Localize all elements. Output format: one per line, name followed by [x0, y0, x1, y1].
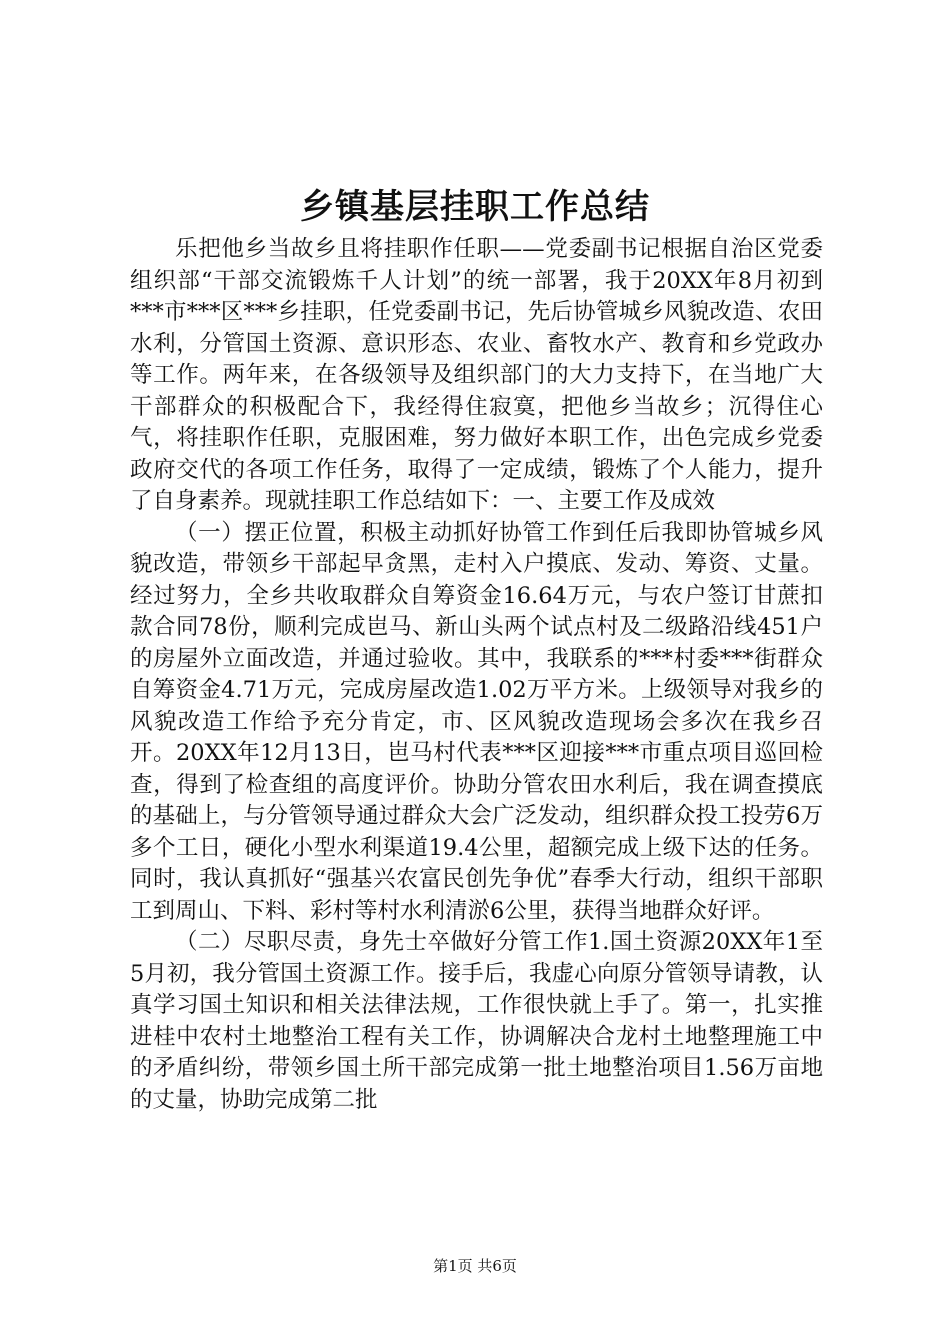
- document-body: [130, 234, 823, 1116]
- paragraph-intro: 乐把他乡当故乡且将挂职作任职——党委副书记根据自治区党委组织部“干部交流锻炼千人计划”的统一部署，我于20XX年8月初到***市***区***乡挂职，任党委副书记，先后协管城乡风貌改造、农田水利，分管国土资源、意识形态、农业、畜牧水产、教育和乡党政办等工作。两年来，在各级领导及组织部门的大力支持下，在当地广大干部群众的积极配合下，我经得住寂寞，把他乡当故乡；沉得住心气，将挂职作任职，克服困难，努力做好本职工作，出色完成乡党委政府交代的各项工作任务，取得了一定成绩，锻炼了个人能力，提升了自身素养。现就挂职工作总结如下：一、主要工作及成效: [130, 236, 823, 514]
- paragraph-section-one: （一）摆正位置，积极主动抓好协管工作到任后我即协管城乡风貌改造，带领乡干部起早贪黑，走村入户摸底、发动、筹资、丈量。经过努力，全乡共收取群众自筹资金16.64万元，与农户签订甘蔗扣款合同78份，顺利完成岜马、新山头两个试点村及二级路沿线451户的房屋外立面改造，并通过验收。其中，我联系的***村委***街群众自筹资金4.71万元，完成房屋改造1.02万平方米。上级领导对我乡的风貌改造工作给予充分肯定，市、区风貌改造现场会多次在我乡召开。20XX年12月13日，岜马村代表***区迎接***市重点项目巡回检查，得到了检查组的高度评价。协助分管农田水利后，我在调查摸底的基础上，与分管领导通过群众大会广泛发动，组织群众投工投劳6万多个工日，硬化小型水利渠道19.4公里，超额完成上级下达的任务。同时，我认真抓好“强基兴农富民创先争优”春季大行动，组织干部职工到周山、下料、彩村等村水利清淤6公里，获得当地群众好评。: [130, 519, 823, 924]
- paragraph-section-two: （二）尽职尽责，身先士卒做好分管工作1.国土资源20XX年1至5月初，我分管国土资源工作。接手后，我虚心向原分管领导请教，认真学习国土知识和相关法律法规，工作很快就上手了。第一，扎实推进桂中农村土地整治工程有关工作，协调解决合龙村土地整理施工中的矛盾纠纷，带领乡国土所干部完成第一批土地整治项目1.56万亩地的丈量，协助完成第二批: [130, 929, 823, 1113]
- page-footer: 第1页 共6页: [433, 1257, 517, 1275]
- document-title: 乡镇基层挂职工作总结: [300, 187, 650, 227]
